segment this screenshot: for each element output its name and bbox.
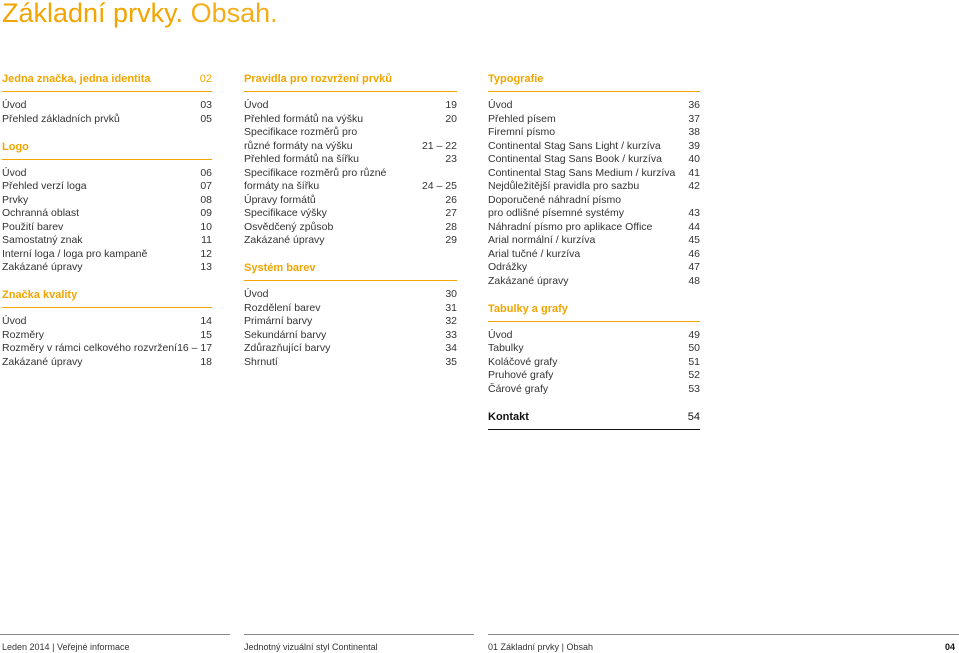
toc-entry-label: Arial tučné / kurzíva: [488, 247, 581, 260]
toc-entry-label: Úvod: [244, 99, 269, 111]
toc-entry-label: Zakázané úpravy: [2, 261, 83, 273]
toc-entry-label: Specifikace výšky: [244, 207, 327, 219]
toc-entry-label: Čárové grafy: [488, 382, 549, 395]
toc-entry[interactable]: [488, 248, 700, 262]
toc-entry[interactable]: [244, 126, 457, 140]
toc-entry-page: 30: [445, 288, 457, 300]
toc-entry-page: 36: [688, 99, 700, 111]
toc-entry-page: 18: [200, 355, 212, 368]
toc-entry[interactable]: [488, 180, 700, 194]
toc-entry-page: 44: [688, 220, 700, 233]
toc-entry-page: 06: [200, 166, 212, 179]
toc-entry-page: 33: [445, 328, 457, 341]
toc-entry-page: 48: [688, 274, 700, 287]
toc-entry[interactable]: [488, 113, 700, 127]
toc-entry-label: Pruhové grafy: [488, 369, 554, 381]
toc-entry[interactable]: [488, 194, 700, 208]
toc-entry[interactable]: [488, 140, 700, 154]
toc-entry-page: 12: [200, 247, 212, 260]
toc-entry[interactable]: [244, 356, 457, 370]
toc-entry-page: 10: [200, 220, 212, 233]
toc-entry-label: Tabulky: [488, 342, 524, 354]
toc-entry-label: pro odlišné písemné systémy: [488, 207, 624, 219]
toc-entry-label: Zakázané úpravy: [244, 234, 325, 246]
toc-entry[interactable]: [244, 302, 457, 316]
section-heading[interactable]: Pravidla pro rozvržení prvků: [244, 72, 457, 92]
toc-entry-page: 11: [201, 234, 212, 246]
toc-entry-page: 32: [445, 315, 457, 327]
toc-column-2: [244, 72, 457, 369]
toc-entry[interactable]: [488, 153, 700, 167]
toc-entry-label: Úvod: [488, 328, 513, 341]
section-heading[interactable]: Jedna značka, jedna identita 02: [2, 72, 212, 92]
toc-entry-page: 13: [200, 261, 212, 273]
page-title: [2, 0, 278, 30]
toc-entry[interactable]: [2, 194, 212, 208]
title-main: Základní prvky.: [2, 0, 184, 28]
toc-entry[interactable]: [488, 261, 700, 275]
toc-entry-page: 14: [200, 315, 212, 327]
page-footer: [0, 634, 959, 653]
toc-entry-label: Odrážky: [488, 261, 528, 273]
toc-entry-label: Přehled základních prvků: [2, 112, 120, 125]
toc-entry[interactable]: [2, 261, 212, 275]
toc-entry-page: 53: [688, 382, 700, 395]
toc-entry-page: 51: [688, 355, 700, 368]
toc-entry-label: Interní loga / loga pro kampaně: [2, 247, 148, 260]
toc-entry-page: 23: [445, 153, 457, 165]
toc-entry[interactable]: [2, 99, 212, 113]
toc-entry[interactable]: [244, 288, 457, 302]
toc-entry-label: Přehled formátů na výšku: [244, 112, 364, 125]
toc-entry-page: 24 – 25: [421, 180, 457, 192]
toc-entry[interactable]: [244, 153, 457, 167]
toc-entry-page: 09: [200, 207, 212, 219]
toc-entry-label: Zdůrazňující barvy: [244, 342, 331, 354]
toc-column-3: [488, 72, 700, 437]
toc-entry[interactable]: [488, 99, 700, 113]
section-heading[interactable]: Systém barev: [244, 261, 457, 281]
toc-entry[interactable]: [488, 207, 700, 221]
toc-entry-label: Prvky: [2, 193, 29, 206]
toc-entry-label: Rozdělení barev: [244, 301, 321, 314]
toc-entry-label: Úvod: [2, 315, 27, 327]
toc-entry-label: Specifikace rozměrů pro různé: [244, 166, 387, 179]
toc-entry[interactable]: [488, 383, 700, 397]
toc-entry-page: 03: [200, 99, 212, 111]
toc-entry[interactable]: [244, 221, 457, 235]
title-sub: Obsah.: [183, 0, 278, 28]
toc-entry[interactable]: [244, 329, 457, 343]
toc-entry-label: Úvod: [2, 99, 27, 111]
toc-entry-label: Rozměry: [2, 328, 45, 341]
toc-entry[interactable]: [244, 207, 457, 221]
toc-entry-page: 27: [445, 207, 457, 219]
toc-entry-page: 52: [688, 369, 700, 381]
toc-entry-page: 40: [688, 153, 700, 165]
toc-entry[interactable]: [244, 194, 457, 208]
toc-entry[interactable]: [2, 342, 212, 356]
toc-entry-page: 15: [200, 328, 212, 341]
toc-entry-label: Continental Stag Sans Medium / kurzíva: [488, 166, 676, 179]
toc-entry[interactable]: [488, 234, 700, 248]
toc-entry-page: 26: [445, 193, 457, 206]
toc-entry[interactable]: [244, 234, 457, 248]
toc-entry-label: Doporučené náhradní písmo: [488, 193, 622, 206]
contact-heading[interactable]: Kontakt 54: [488, 410, 700, 430]
toc-entry-page: 05: [200, 112, 212, 125]
toc-entry-page: 21 – 22: [421, 139, 457, 152]
toc-entry-label: Arial normální / kurzíva: [488, 234, 596, 246]
toc-entry-label: Zakázané úpravy: [2, 355, 83, 368]
toc-entry-page: 28: [445, 220, 457, 233]
section-heading[interactable]: Typografie: [488, 72, 700, 92]
toc-column-1: [2, 72, 212, 369]
toc-entry-label: formáty na šířku: [244, 180, 320, 192]
toc-entry[interactable]: [488, 221, 700, 235]
toc-entry[interactable]: [2, 180, 212, 194]
toc-entry-page: 31: [445, 301, 457, 314]
toc-entry-label: Úvod: [2, 166, 27, 179]
toc-entry[interactable]: [2, 315, 212, 329]
toc-entry-label: Samostatný znak: [2, 234, 83, 246]
toc-entry[interactable]: [488, 342, 700, 356]
toc-entry-page: 50: [688, 342, 700, 354]
toc-entry-label: Přehled písem: [488, 112, 556, 125]
toc-entry-label: Osvědčený způsob: [244, 220, 334, 233]
page-number: 04: [944, 642, 955, 652]
toc-entry-page: 16 – 17: [177, 342, 213, 354]
toc-entry[interactable]: [244, 180, 457, 194]
toc-entry[interactable]: [488, 275, 700, 289]
toc-entry-label: Specifikace rozměrů pro: [244, 126, 358, 138]
toc-entry-label: Použití barev: [2, 220, 64, 233]
toc-entry[interactable]: [244, 167, 457, 181]
toc-entry-label: Přehled formátů na šířku: [244, 153, 359, 165]
section-heading[interactable]: Značka kvality: [2, 288, 212, 308]
toc-entry[interactable]: [488, 356, 700, 370]
toc-entry[interactable]: [488, 167, 700, 181]
toc-entry-page: 41: [688, 166, 700, 179]
toc-entry[interactable]: [244, 315, 457, 329]
toc-entry-page: 49: [688, 328, 700, 341]
toc-entry-label: Úpravy formátů: [244, 193, 316, 206]
toc-entry[interactable]: [2, 234, 212, 248]
toc-entry-page: 38: [688, 126, 700, 138]
toc-entry-page: 19: [445, 99, 457, 111]
toc-entry-label: Úvod: [244, 288, 269, 300]
toc-entry-page: 46: [688, 247, 700, 260]
toc-entry[interactable]: [244, 99, 457, 113]
toc-entry-page: 20: [445, 112, 457, 125]
toc-entry-page: 29: [445, 234, 457, 246]
toc-entry[interactable]: [2, 329, 212, 343]
toc-entry-page: 42: [688, 180, 700, 192]
toc-entry-label: Continental Stag Sans Light / kurzíva: [488, 139, 661, 152]
toc-entry-page: 43: [688, 207, 700, 219]
toc-entry-label: Continental Stag Sans Book / kurzíva: [488, 153, 662, 165]
toc-entry[interactable]: [2, 207, 212, 221]
toc-entry-page: 45: [688, 234, 700, 246]
toc-entry-label: Ochranná oblast: [2, 207, 80, 219]
section-heading[interactable]: Tabulky a grafy: [488, 302, 700, 322]
toc-entry[interactable]: [2, 167, 212, 181]
toc-entry[interactable]: [244, 342, 457, 356]
toc-entry[interactable]: [488, 126, 700, 140]
toc-entry[interactable]: [488, 329, 700, 343]
toc-entry[interactable]: [2, 221, 212, 235]
toc-entry[interactable]: [244, 140, 457, 154]
toc-entry-label: Primární barvy: [244, 315, 313, 327]
footer-chapter: 01 Základní prvky | Obsah: [488, 642, 593, 652]
toc-entry-label: Sekundární barvy: [244, 328, 327, 341]
toc-entry-label: Nejdůležitější pravidla pro sazbu: [488, 180, 640, 192]
toc-entry-page: 07: [200, 180, 212, 192]
toc-entry-label: Shrnutí: [244, 355, 278, 368]
toc-entry-page: 47: [688, 261, 700, 273]
toc-entry-page: 39: [688, 139, 700, 152]
toc-entry-page: 37: [688, 112, 700, 125]
toc-entry[interactable]: [2, 113, 212, 127]
toc-entry-label: různé formáty na výšku: [244, 139, 353, 152]
toc-entry-page: 08: [200, 193, 212, 206]
toc-entry-page: 34: [445, 342, 457, 354]
toc-entry[interactable]: [2, 356, 212, 370]
toc-entry-label: Rozměry v rámci celkového rozvržení: [2, 342, 178, 354]
section-heading[interactable]: Logo: [2, 140, 212, 160]
toc-entry-label: Zakázané úpravy: [488, 274, 569, 287]
toc-entry[interactable]: [244, 113, 457, 127]
toc-entry-label: Náhradní písmo pro aplikace Office: [488, 220, 653, 233]
toc-entry[interactable]: [488, 369, 700, 383]
toc-entry-label: Koláčové grafy: [488, 355, 558, 368]
toc-entry-label: Firemní písmo: [488, 126, 556, 138]
footer-doc-title: Jednotný vizuální styl Continental: [244, 642, 378, 652]
toc-entry-page: 35: [445, 355, 457, 368]
toc-entry[interactable]: [2, 248, 212, 262]
toc-entry-label: Úvod: [488, 99, 513, 111]
toc-entry-label: Přehled verzí loga: [2, 180, 87, 192]
footer-date-info: Leden 2014 | Veřejné informace: [2, 642, 130, 652]
